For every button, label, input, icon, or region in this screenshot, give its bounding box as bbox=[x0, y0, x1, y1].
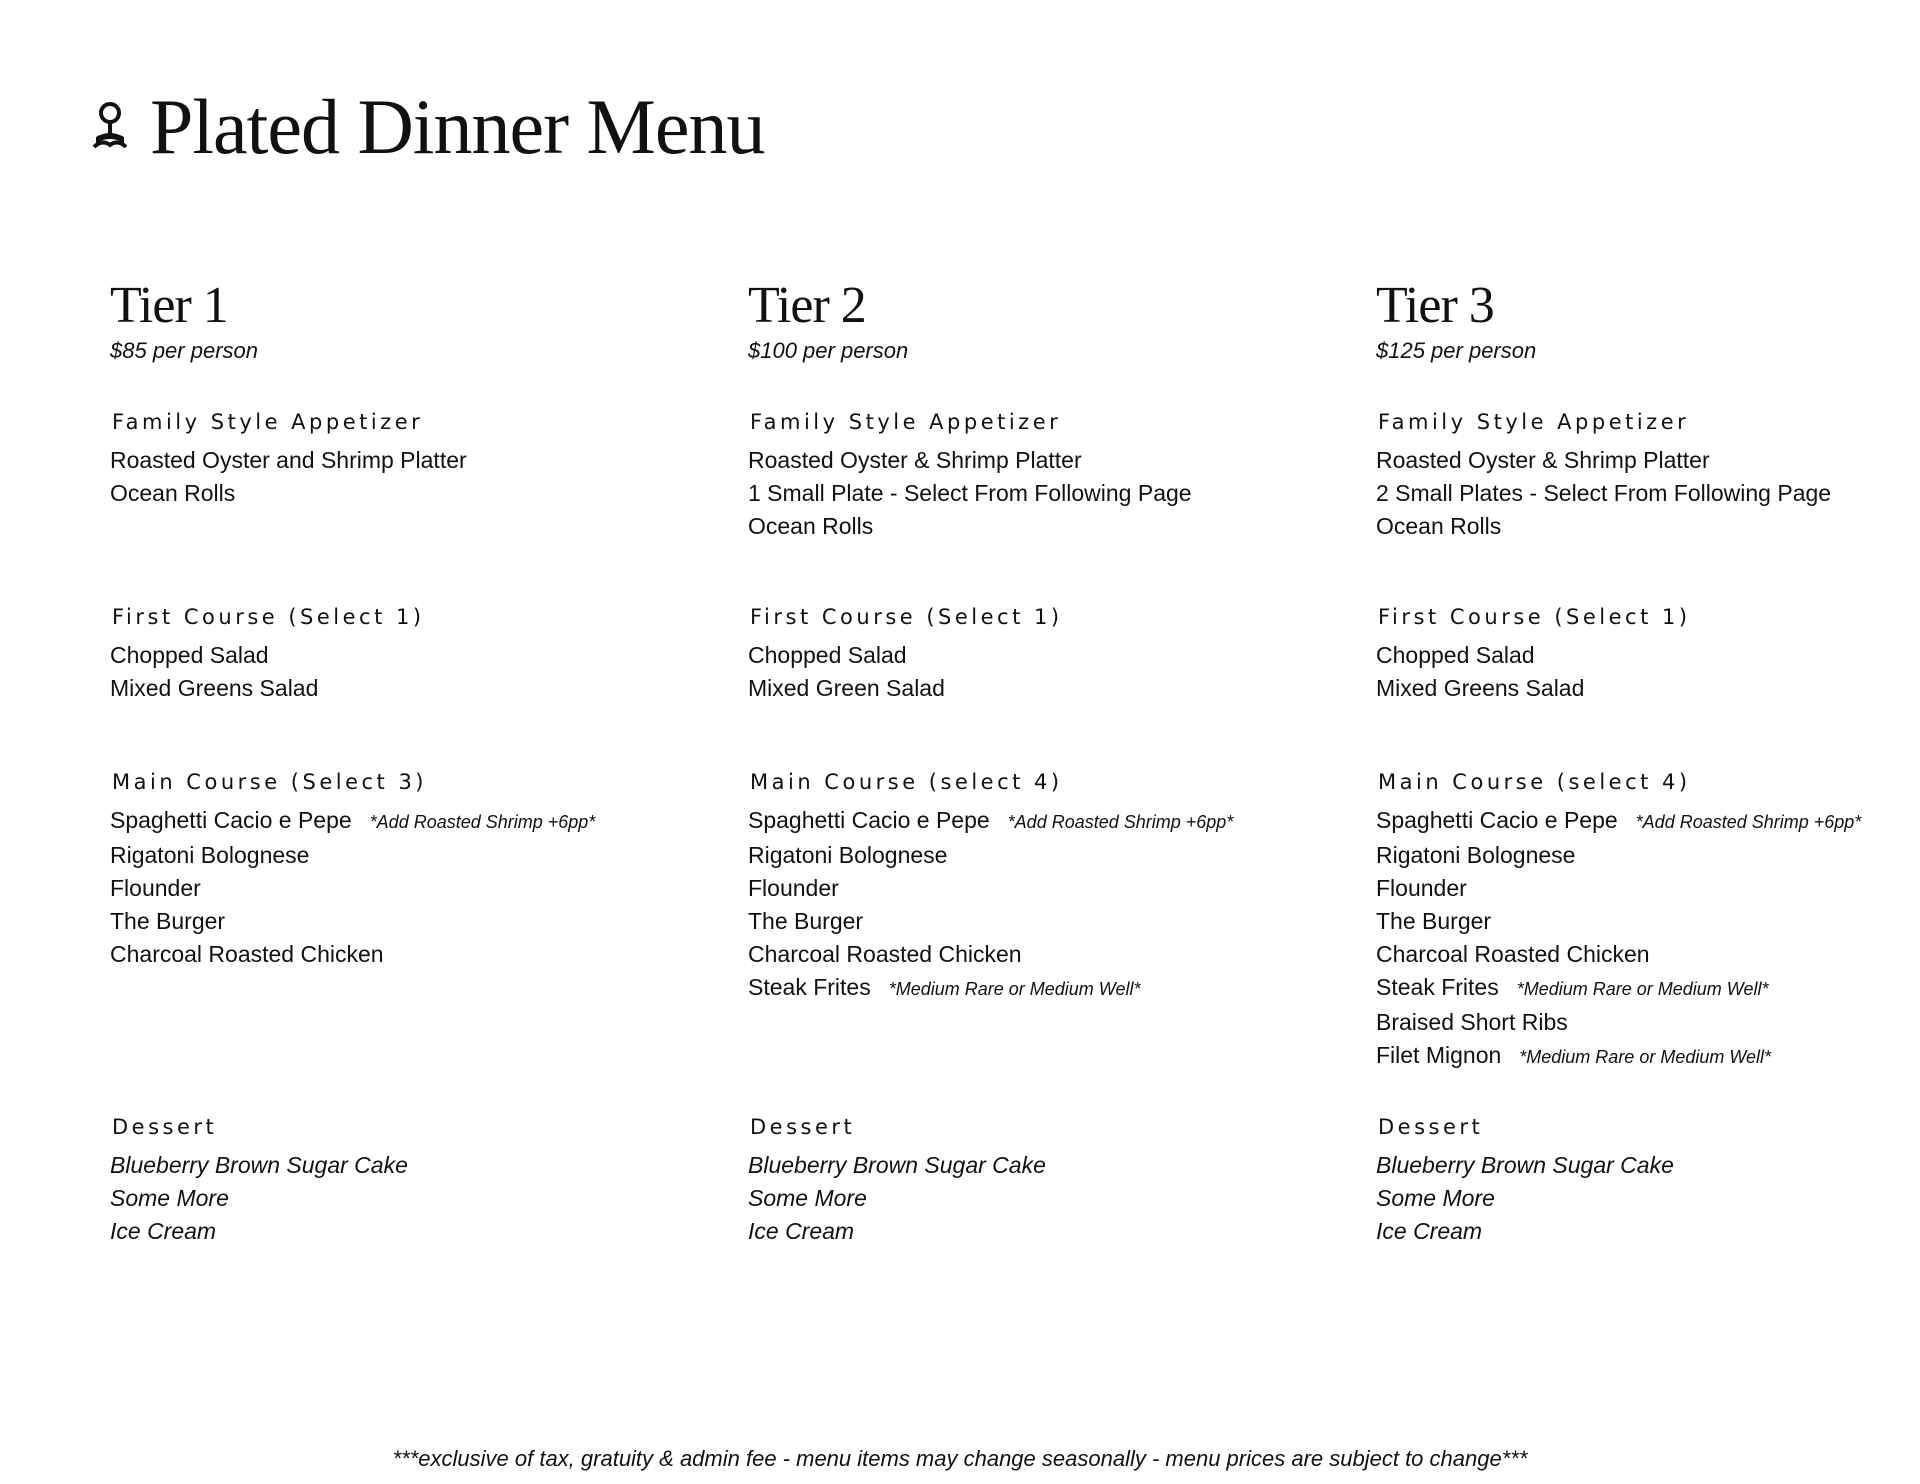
menu-item bbox=[1376, 1039, 1920, 1074]
tier-column-1 bbox=[110, 277, 670, 1244]
menu-item bbox=[748, 905, 1308, 938]
main-course-section bbox=[1376, 770, 1920, 1074]
section-heading: Main Course (select 4) bbox=[1378, 770, 1691, 794]
item-name: Spaghetti Cacio e Pepe bbox=[748, 807, 990, 833]
menu-item: Ocean Rolls bbox=[748, 513, 874, 539]
menu-item bbox=[748, 804, 1308, 839]
tier-title: Tier 1 bbox=[110, 277, 228, 334]
menu-item: Ocean Rolls bbox=[1376, 513, 1502, 539]
tier-column-3 bbox=[1376, 277, 1920, 1244]
menu-item: Mixed Greens Salad bbox=[110, 675, 319, 701]
menu-item: Mixed Greens Salad bbox=[1376, 675, 1585, 701]
main-course-section bbox=[110, 770, 670, 971]
item-name: Steak Frites bbox=[748, 974, 871, 1000]
appetizer-section bbox=[110, 410, 670, 510]
menu-item: Ocean Rolls bbox=[110, 480, 236, 506]
item-name: Braised Short Ribs bbox=[1376, 1009, 1568, 1035]
menu-item: Some More bbox=[1376, 1185, 1495, 1211]
item-name: Charcoal Roasted Chicken bbox=[748, 941, 1022, 967]
item-name: The Burger bbox=[110, 908, 226, 934]
item-name: Rigatoni Bolognese bbox=[1376, 842, 1576, 868]
menu-item: Chopped Salad bbox=[748, 642, 907, 668]
appetizer-section bbox=[1376, 410, 1920, 543]
item-name: Flounder bbox=[110, 875, 201, 901]
menu-item: Blueberry Brown Sugar Cake bbox=[110, 1152, 408, 1178]
item-name: Rigatoni Bolognese bbox=[748, 842, 948, 868]
tier-title: Tier 3 bbox=[1376, 277, 1494, 334]
page-title: Plated Dinner Menu bbox=[150, 83, 765, 170]
item-note: *Medium Rare or Medium Well* bbox=[1519, 1047, 1772, 1067]
section-heading: Dessert bbox=[1378, 1115, 1484, 1139]
item-name: Charcoal Roasted Chicken bbox=[110, 941, 384, 967]
item-note: *Add Roasted Shrimp +6pp* bbox=[369, 812, 596, 832]
dessert-section bbox=[110, 1115, 670, 1248]
menu-item bbox=[110, 872, 670, 905]
menu-item bbox=[110, 839, 670, 872]
section-heading: Family Style Appetizer bbox=[1378, 410, 1690, 434]
item-name: The Burger bbox=[1376, 908, 1492, 934]
menu-item: Roasted Oyster and Shrimp Platter bbox=[110, 447, 467, 473]
item-note: *Add Roasted Shrimp +6pp* bbox=[1635, 812, 1862, 832]
main-course-section bbox=[748, 770, 1308, 1006]
menu-item bbox=[110, 804, 670, 839]
item-note: *Add Roasted Shrimp +6pp* bbox=[1007, 812, 1234, 832]
section-heading: Main Course (select 4) bbox=[750, 770, 1063, 794]
menu-item bbox=[1376, 938, 1920, 971]
first-course-section bbox=[1376, 605, 1920, 705]
menu-item bbox=[110, 905, 670, 938]
menu-item: Ice Cream bbox=[1376, 1218, 1483, 1244]
menu-item: Ice Cream bbox=[110, 1218, 217, 1244]
item-name: Flounder bbox=[748, 875, 839, 901]
item-name: Charcoal Roasted Chicken bbox=[1376, 941, 1650, 967]
menu-item bbox=[1376, 1006, 1920, 1039]
item-note: *Medium Rare or Medium Well* bbox=[1516, 979, 1769, 999]
menu-item: Roasted Oyster & Shrimp Platter bbox=[748, 447, 1082, 473]
menu-item bbox=[748, 971, 1308, 1006]
menu-item: Some More bbox=[110, 1185, 229, 1211]
menu-item bbox=[1376, 971, 1920, 1006]
item-name: Flounder bbox=[1376, 875, 1467, 901]
dessert-section bbox=[1376, 1115, 1920, 1248]
item-name: Steak Frites bbox=[1376, 974, 1499, 1000]
menu-item: Blueberry Brown Sugar Cake bbox=[1376, 1152, 1674, 1178]
section-heading: Family Style Appetizer bbox=[750, 410, 1062, 434]
menu-item: Chopped Salad bbox=[110, 642, 269, 668]
menu-item bbox=[1376, 872, 1920, 905]
menu-item: Chopped Salad bbox=[1376, 642, 1535, 668]
footer-disclaimer: ***exclusive of tax, gratuity & admin fee - menu items may change seasonally - menu prices are subject to change*** bbox=[392, 1446, 1528, 1471]
menu-item bbox=[1376, 905, 1920, 938]
section-heading: Dessert bbox=[112, 1115, 218, 1139]
menu-item: Some More bbox=[748, 1185, 867, 1211]
menu-item: Blueberry Brown Sugar Cake bbox=[748, 1152, 1046, 1178]
menu-item: Mixed Green Salad bbox=[748, 675, 945, 701]
section-heading: Dessert bbox=[750, 1115, 856, 1139]
item-name: Rigatoni Bolognese bbox=[110, 842, 310, 868]
menu-item: Ice Cream bbox=[748, 1218, 855, 1244]
menu-item: 2 Small Plates - Select From Following Page bbox=[1376, 480, 1832, 506]
first-course-section bbox=[110, 605, 670, 705]
item-name: Filet Mignon bbox=[1376, 1042, 1502, 1068]
tier-price: $100 per person bbox=[748, 338, 909, 363]
menu-item: 1 Small Plate - Select From Following Page bbox=[748, 480, 1192, 506]
section-heading: Family Style Appetizer bbox=[112, 410, 424, 434]
section-heading: First Course (Select 1) bbox=[1378, 605, 1691, 629]
appetizer-section bbox=[748, 410, 1308, 543]
item-name: Spaghetti Cacio e Pepe bbox=[1376, 807, 1618, 833]
menu-item bbox=[748, 872, 1308, 905]
menu-item bbox=[748, 839, 1308, 872]
menu-item: Roasted Oyster & Shrimp Platter bbox=[1376, 447, 1710, 473]
section-heading: Main Course (Select 3) bbox=[112, 770, 428, 794]
item-note: *Medium Rare or Medium Well* bbox=[888, 979, 1141, 999]
tier-column-2 bbox=[748, 277, 1308, 1244]
menu-item bbox=[1376, 839, 1920, 872]
first-course-section bbox=[748, 605, 1308, 705]
tier-price: $125 per person bbox=[1376, 338, 1537, 363]
page-header bbox=[90, 83, 765, 170]
dessert-section bbox=[748, 1115, 1308, 1248]
menu-item bbox=[1376, 804, 1920, 839]
section-heading: First Course (Select 1) bbox=[750, 605, 1063, 629]
tier-price: $85 per person bbox=[110, 338, 258, 363]
mermaid-logo-icon bbox=[90, 99, 130, 155]
section-heading: First Course (Select 1) bbox=[112, 605, 425, 629]
menu-item bbox=[110, 938, 670, 971]
tier-title: Tier 2 bbox=[748, 277, 866, 334]
item-name: The Burger bbox=[748, 908, 864, 934]
menu-item bbox=[748, 938, 1308, 971]
item-name: Spaghetti Cacio e Pepe bbox=[110, 807, 352, 833]
